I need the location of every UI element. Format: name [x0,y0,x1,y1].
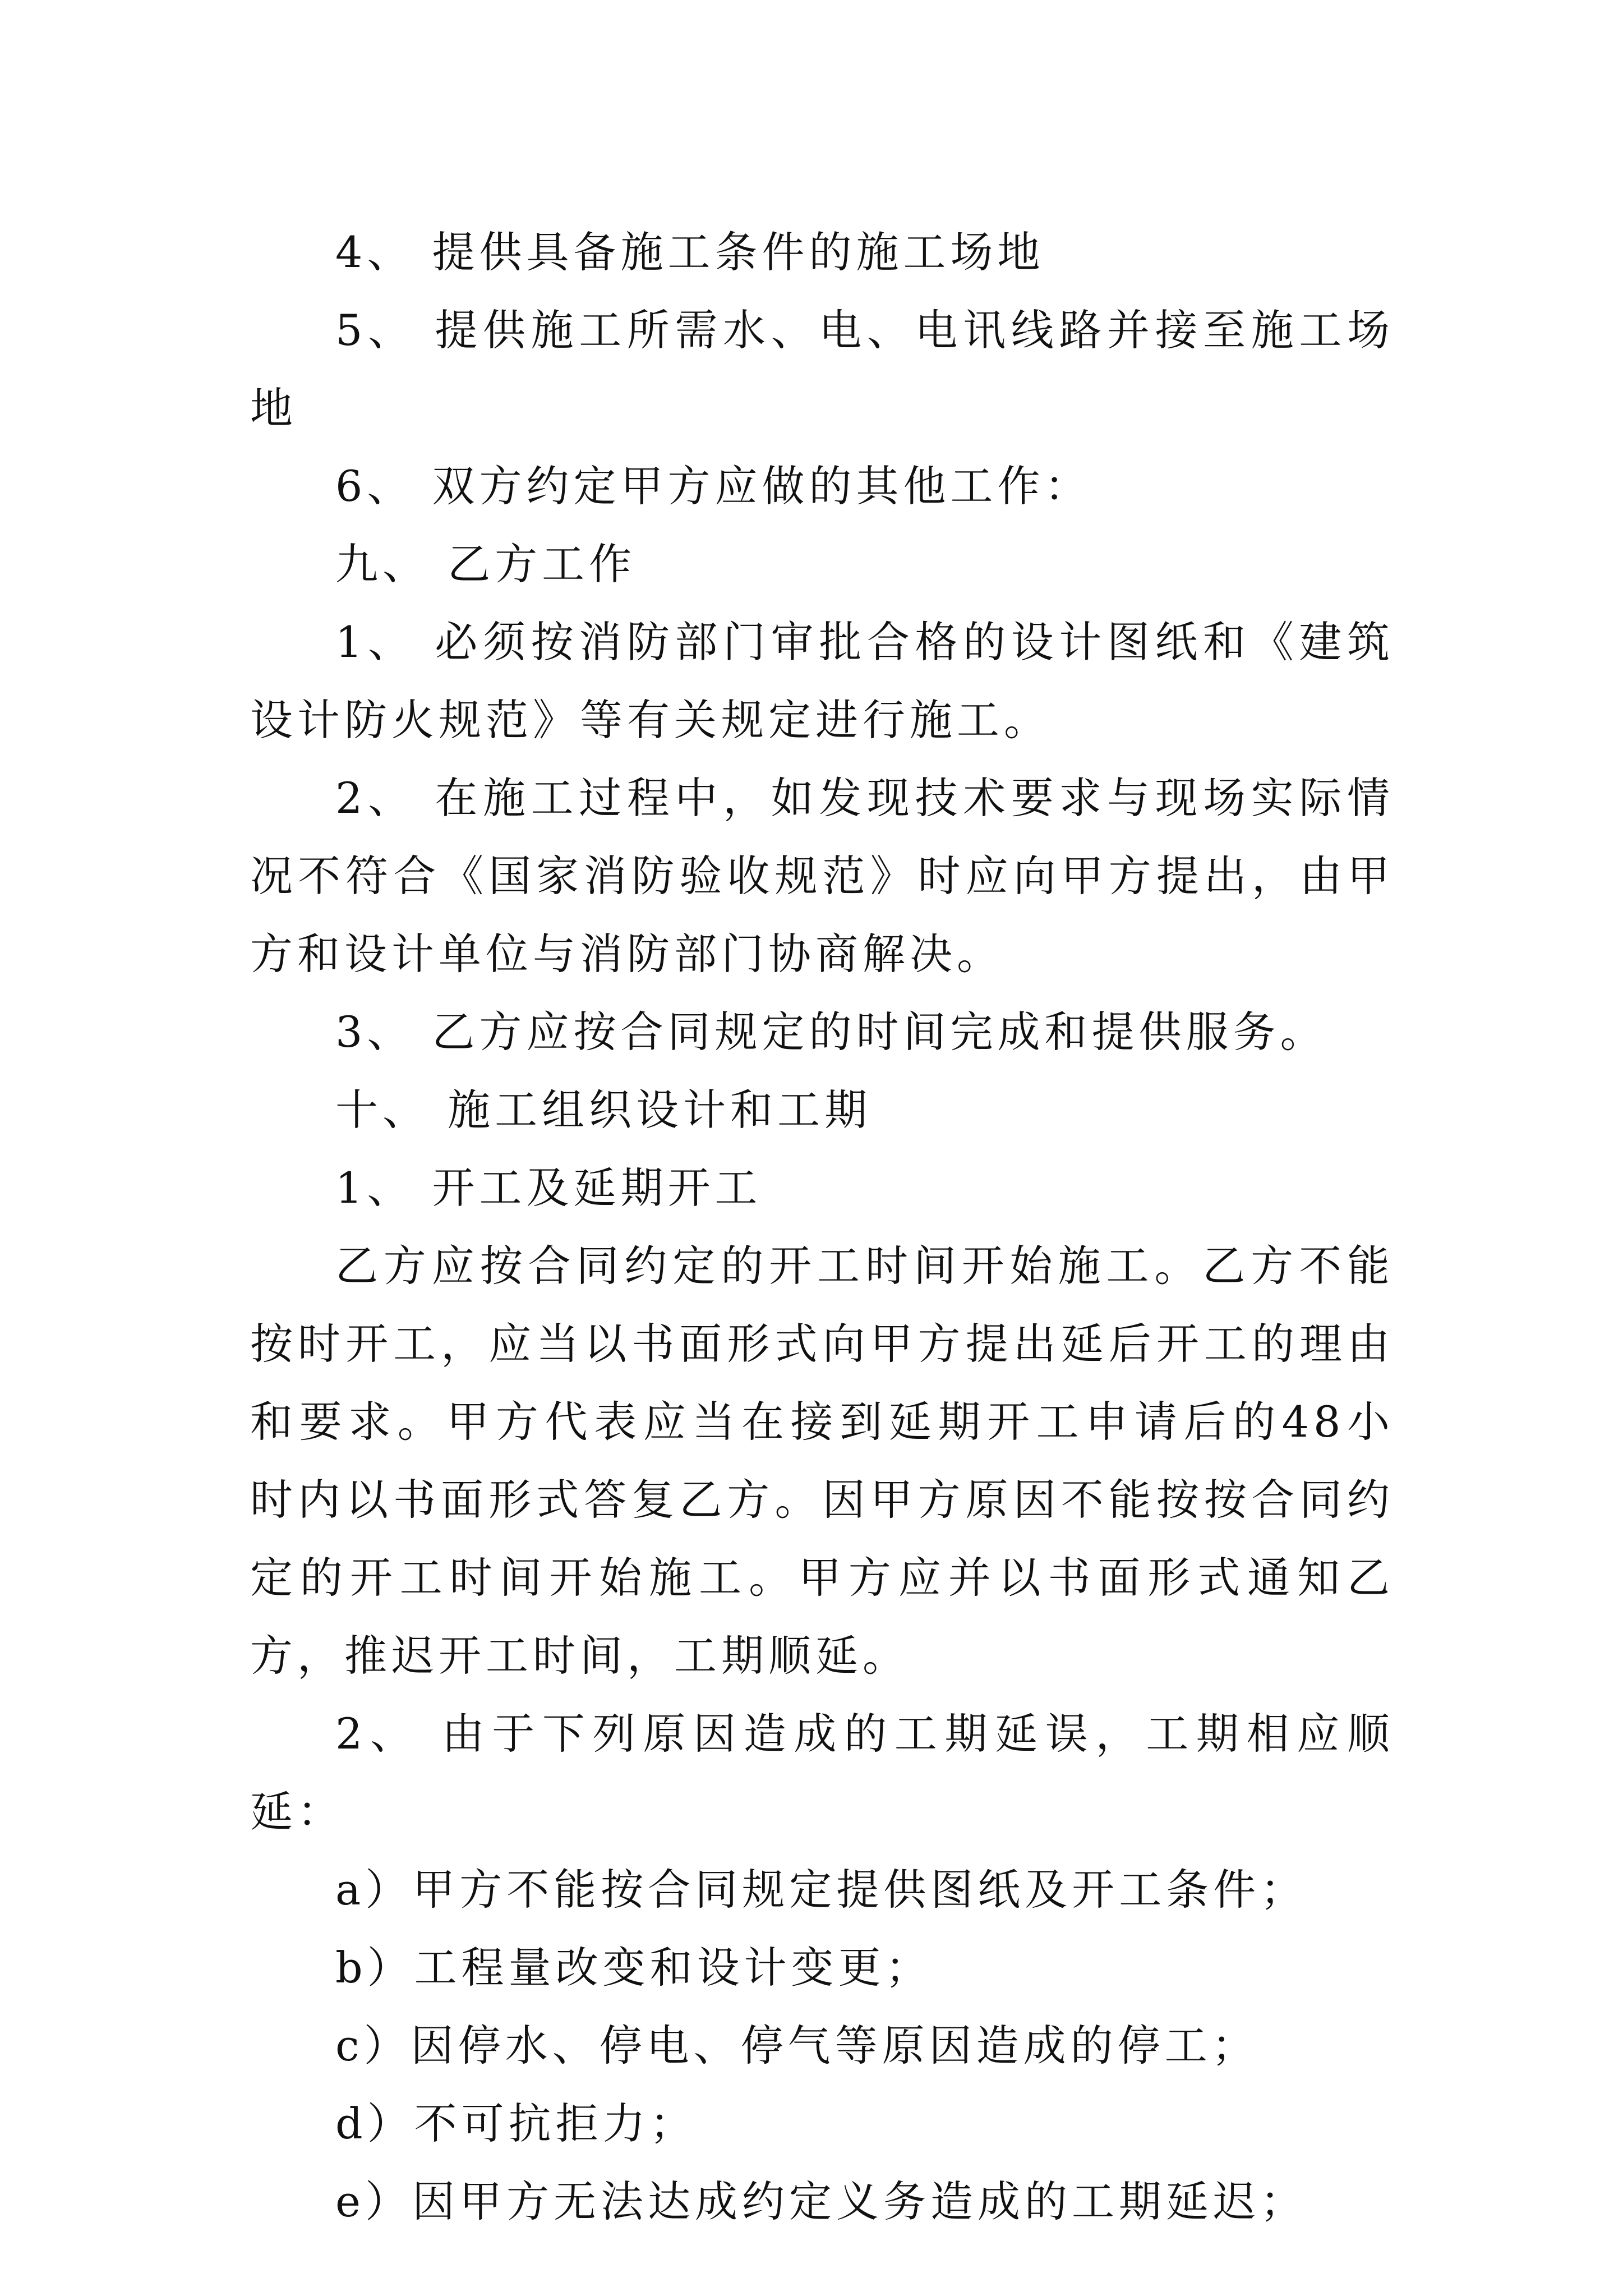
paragraph-yifang-1: 1、 必须按消防部门审批合格的设计图纸和《建筑设计防火规范》等有关规定进行施工。 [250,617,1394,745]
paragraph-yifang-3: 3、 乙方应按合同规定的时间完成和提供服务。 [335,1007,1327,1057]
paragraph-kaigong-1: 1、 开工及延期开工 [335,1163,762,1213]
paragraph-yifang-2: 2、 在施工过程中，如发现技术要求与现场实际情况不符合《国家消防验收规范》时应向甲方提出，由甲方和设计单位与消防部门协商解决。 [250,773,1394,979]
section-heading-10: 十、 施工组织设计和工期 [335,1085,872,1135]
list-item-c: c）因停水、停电、停气等原因造成的停工； [335,2021,1259,2070]
list-item-b: b）工程量改变和设计变更； [335,1943,933,1993]
paragraph-yanwu-2: 2、 由于下列原因造成的工期延误，工期相应顺延： [250,1709,1394,1837]
paragraph-item-5: 5、 提供施工所需水、电、电讯线路并接至施工场地 [250,305,1394,433]
paragraph-item-4: 4、 提供具备施工条件的施工场地 [335,227,1045,277]
document-body [250,213,1394,2240]
list-item-e: e）因甲方无法达成约定义务造成的工期延迟； [335,2177,1307,2226]
section-heading-9: 九、 乙方工作 [335,539,637,589]
paragraph-item-6: 6、 双方约定甲方应做的其他工作： [335,461,1092,511]
paragraph-kaigong-body: 乙方应按合同约定的开工时间开始施工。乙方不能按时开工，应当以书面形式向甲方提出延后开工的理由和要求。甲方代表应当在接到延期开工申请后的48小时内以书面形式答复乙方。因甲方原因不能按按合同约定的开工时间开始施工。甲方应并以书面形式通知乙方，推迟开工时间，工期顺延。 [250,1241,1394,1681]
list-item-d: d）不可抗拒力； [335,2099,697,2148]
list-item-a: a）甲方不能按合同规定提供图纸及开工条件； [335,1865,1308,1915]
